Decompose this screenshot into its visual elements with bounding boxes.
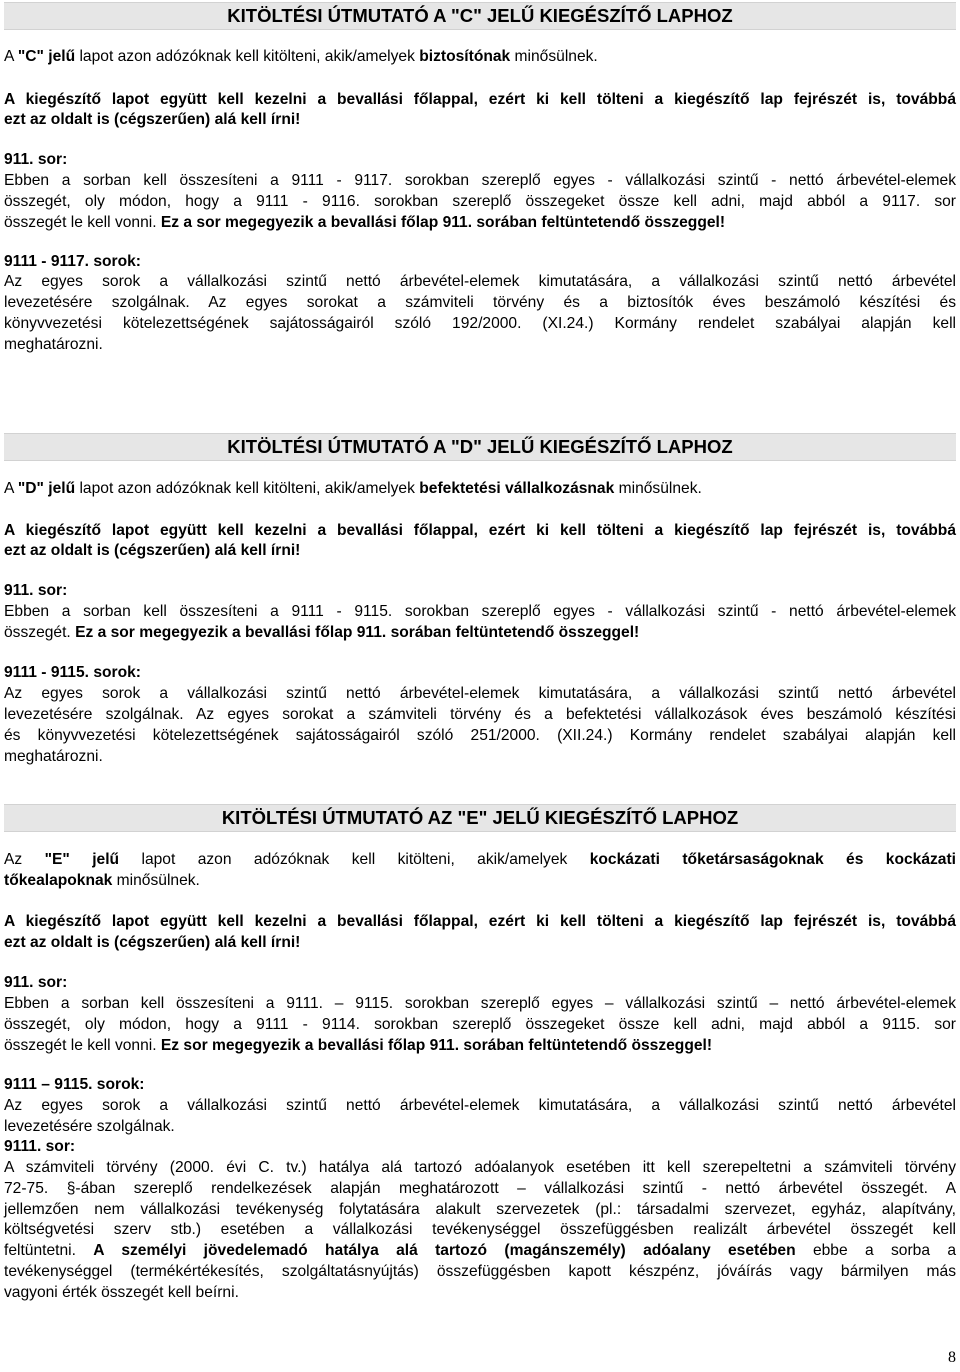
c-row911-label: 911. sor: <box>4 151 68 168</box>
e-row9111-label: 9111. sor: <box>4 1138 76 1155</box>
section-heading-e: KITÖLTÉSI ÚTMUTATÓ AZ "E" JELŰ KIEGÉSZÍTŐ LAPHOZ <box>4 804 956 832</box>
c-rows-line: meghatározni. <box>4 336 103 353</box>
d-note-line: A kiegészítő lapot együtt kell kezelni a bevallási főlappal, ezért ki kell tölteni a kiegészítő lap fejrészét is, továbbá <box>4 522 956 539</box>
e-row911-line: összegét, oly módon, hogy a 9111 - 9114. sorokban szereplő összegeket össze kell adni, majd abból a 9115. sor <box>4 1016 956 1033</box>
d-row911-label: 911. sor: <box>4 582 68 599</box>
section-heading-c: KITÖLTÉSI ÚTMUTATÓ A "C" JELŰ KIEGÉSZÍTŐ LAPHOZ <box>4 2 956 30</box>
e-row9111-line: költségvetési szerv stb.) esetében a vállalkozási tevékenységgel összefüggésben realizált árbevétel összegét kell <box>4 1221 956 1238</box>
c-rows-line: könyvvezetési kötelezettségének sajátosságairól szóló 192/2000. (XI.24.) Kormány rendelet szabályai alapján kell <box>4 315 956 332</box>
d-rows-line: Az egyes sorok a vállalkozási szintű nettó árbevétel-elemek kimutatására, a vállalkozási szintű nettó árbevétel <box>4 685 956 702</box>
e-row9111-line: feltüntetni. A személyi jövedelemadó hatálya alá tartozó (magánszemély) adóalany esetében ebbe a sorba a <box>4 1242 956 1259</box>
c-row911-line: Ebben a sorban kell összesíteni a 9111 - 9117. sorokban szereplő egyes - vállalkozási szintű - nettó árbevétel-elemek <box>4 172 956 189</box>
c-row911-line: összegét le kell vonni. Ez a sor megegyezik a bevallási főlap 911. sorában feltüntetendő összeggel! <box>4 214 726 231</box>
e-row911-line: összegét le kell vonni. Ez sor megegyezik a bevallási főlap 911. sorában feltüntetendő összeggel! <box>4 1037 713 1054</box>
d-note-line: ezt az oldalt is (cégszerűen) alá kell írni! <box>4 542 301 559</box>
e-row9111-line: 72-75. §-ában szereplő rendelkezések alapján meghatározott – vállalkozási szintű - nettó árbevétel összegét. A <box>4 1180 956 1197</box>
d-rows-line: és könyvvezetési kötelezettségének sajátosságairól szóló 251/2000. (XII.24.) Kormány rendelet szabályai alapján kell <box>4 727 956 744</box>
c-rows-label: 9111 - 9117. sorok: <box>4 253 141 270</box>
e-row9111-line: jellemzően nem vállalkozási tevékenység folytatására alakult szervezetek (pl.: társadalmi szervezet, egyház, alapítvány, <box>4 1201 956 1218</box>
e-row9111-line: vagyoni érték összegét kell beírni. <box>4 1284 239 1301</box>
e-row911-label: 911. sor: <box>4 974 68 991</box>
d-rows-line: levezetésére szolgálnak. Az egyes sorokat a számviteli törvény és a befektetési vállalkozások éves beszámoló készítési <box>4 706 956 723</box>
d-row911-line: összegét. Ez a sor megegyezik a bevallási főlap 911. sorában feltüntetendő összeggel! <box>4 624 640 641</box>
page-number: 8 <box>948 1349 956 1366</box>
d-rows-line: meghatározni. <box>4 748 103 765</box>
c-row911-line: összegét, oly módon, hogy a 9111 - 9116. sorokban szereplő összegeket össze kell adni, majd abból a 9117. sor <box>4 193 956 210</box>
e-note-line: A kiegészítő lapot együtt kell kezelni a bevallási főlappal, ezért ki kell tölteni a kiegészítő lap fejrészét is, továbbá <box>4 913 956 930</box>
c-intro: A "C" jelű lapot azon adózóknak kell kitölteni, akik/amelyek biztosítónak minősülnek. <box>4 48 598 65</box>
c-rows-line: Az egyes sorok a vállalkozási szintű nettó árbevétel-elemek kimutatására, a vállalkozási szintű nettó árbevétel <box>4 273 956 290</box>
e-intro: Az "E" jelű lapot azon adózóknak kell kitölteni, akik/amelyek kockázati tőketársaságoknak és kockázati <box>4 851 957 868</box>
d-row911-line: Ebben a sorban kell összesíteni a 9111 - 9115. sorokban szereplő egyes - vállalkozási szintű - nettó árbevétel-elemek <box>4 603 956 620</box>
e-rows-line: levezetésére szolgálnak. <box>4 1118 175 1135</box>
e-row9111-line: A számviteli törvény (2000. évi C. tv.) hatálya alá tartozó adóalanyok esetében itt kell szerepeltetni a számviteli törvény <box>4 1159 956 1176</box>
e-row9111-line: tevékenységgel (termékértékesítés, szolgáltatásnyújtás) összefüggésben kapott készpénz, jóváírás vagy bármilyen más <box>4 1263 956 1280</box>
e-note-line: ezt az oldalt is (cégszerűen) alá kell írni! <box>4 934 301 951</box>
e-rows-line: Az egyes sorok a vállalkozási szintű nettó árbevétel-elemek kimutatására, a vállalkozási szintű nettó árbevétel <box>4 1097 956 1114</box>
c-note-line: A kiegészítő lapot együtt kell kezelni a bevallási főlappal, ezért ki kell tölteni a kiegészítő lap fejrészét is, továbbá <box>4 91 956 108</box>
c-rows-line: levezetésére szolgálnak. Az egyes sorokat a számviteli törvény és a biztosítók éves beszámoló készítési és <box>4 294 956 311</box>
e-rows-label: 9111 – 9115. sorok: <box>4 1076 145 1093</box>
c-note-line: ezt az oldalt is (cégszerűen) alá kell írni! <box>4 111 301 128</box>
e-row911-line: Ebben a sorban kell összesíteni a 9111. – 9115. sorokban szereplő egyes – vállalkozási szintű – nettó árbevétel-elemek <box>4 995 956 1012</box>
d-intro: A "D" jelű lapot azon adózóknak kell kitölteni, akik/amelyek befektetési vállalkozásnak minősülnek. <box>4 480 702 497</box>
d-rows-label: 9111 - 9115. sorok: <box>4 664 141 681</box>
section-heading-d: KITÖLTÉSI ÚTMUTATÓ A "D" JELŰ KIEGÉSZÍTŐ LAPHOZ <box>4 433 956 461</box>
e-intro: tőkealapoknak minősülnek. <box>4 872 200 889</box>
